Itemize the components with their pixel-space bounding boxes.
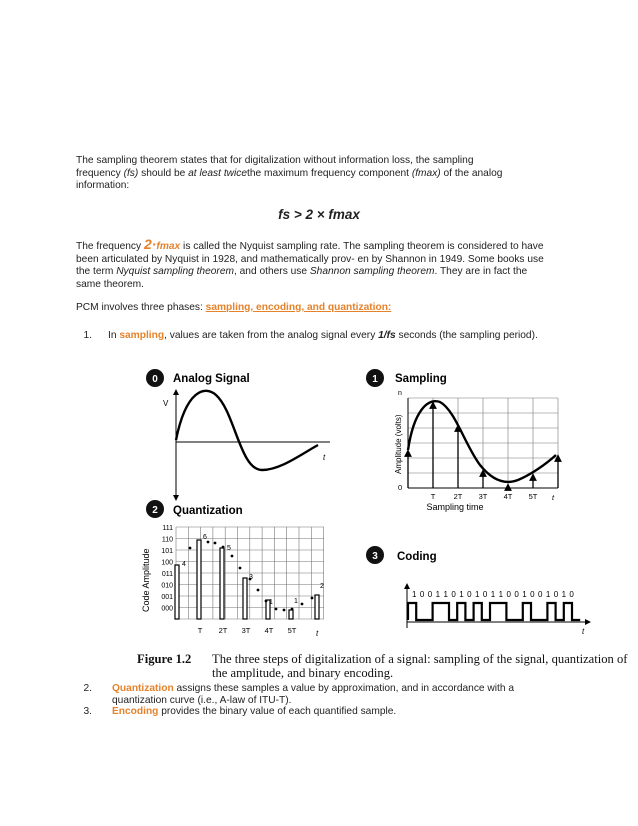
svg-text:Coding: Coding	[397, 551, 437, 563]
quant-bar	[289, 610, 293, 619]
svg-text:1: 1	[372, 374, 378, 385]
svg-text:Amplitude (volts): Amplitude (volts)	[394, 414, 403, 474]
svg-text:1 0 0 1 1 0 1 0 1 0 1 1 0 0 1: 1 0 0 1 1 0 1 0 1 0 1 1 0 0 1 0 0 1 0 1 0	[412, 590, 575, 599]
pcm-line: PCM involves three phases: sampling, encoding, and quantization:	[76, 302, 392, 313]
tick-label: 4T	[503, 492, 513, 501]
quant-mark: 2	[320, 583, 324, 590]
analog-wave	[176, 391, 318, 470]
quant-dot	[239, 567, 242, 570]
code-label: 100	[161, 559, 173, 567]
quant-dot	[275, 608, 278, 611]
code-label: 111	[162, 525, 173, 532]
tick-label: 5T	[528, 492, 538, 501]
svg-text:2: 2	[152, 505, 158, 516]
quant-dot	[283, 609, 286, 612]
tick-label: 2T	[453, 492, 463, 501]
nyquist-formula: fs > 2 × fmax	[278, 207, 360, 222]
quant-dot	[311, 597, 314, 600]
quant-mark: 6	[203, 534, 207, 541]
tick-label: 2T	[218, 626, 228, 635]
figure-digitalization	[0, 358, 638, 658]
svg-text:t: t	[552, 493, 555, 502]
svg-text:Sampling: Sampling	[395, 373, 447, 385]
quant-mark: 1	[269, 599, 273, 606]
quant-dot	[257, 589, 260, 592]
nyquist-paragraph	[76, 238, 556, 291]
quant-bar	[175, 565, 179, 619]
intro-line-3: information:	[76, 180, 130, 192]
panel-coding	[366, 546, 588, 636]
svg-text:Code Amplitude: Code Amplitude	[141, 548, 151, 612]
quant-bar	[220, 548, 224, 619]
svg-text:t: t	[582, 627, 585, 636]
svg-text:3: 3	[372, 551, 378, 562]
pcm-phases-link: sampling, encoding, and quantization:	[205, 302, 392, 313]
quant-dot	[189, 547, 192, 550]
svg-text:V: V	[163, 399, 169, 408]
quant-dot	[291, 608, 294, 611]
code-label: 101	[161, 548, 173, 555]
quant-dot	[231, 555, 234, 558]
tick-label: T	[430, 492, 436, 501]
quant-mark: 5	[227, 545, 231, 552]
tick-label: 5T	[287, 626, 297, 635]
intro-paragraph	[76, 155, 556, 193]
panel-quantization	[141, 500, 324, 638]
code-label: 001	[161, 594, 173, 601]
quant-dot	[222, 546, 225, 549]
quant-mark: 4	[182, 561, 186, 568]
tick-label: 3T	[241, 626, 251, 635]
tick-label: 4T	[264, 626, 274, 635]
quant-mark: 1	[294, 598, 298, 605]
svg-text:n: n	[398, 390, 402, 397]
code-label: 011	[161, 571, 173, 578]
intro-line-2: frequency (fs) should be at least twicethe maximum frequency component (fmax) of the analog	[76, 167, 503, 179]
quant-dot	[265, 600, 268, 603]
nyquist-line-4: same theorem.	[76, 278, 144, 290]
code-label: 000	[161, 605, 173, 613]
intro-line-1: The sampling theorem states that for digitalization without information loss, the sampling	[76, 155, 474, 166]
digital-signal	[408, 603, 580, 620]
tick-label: 3T	[478, 492, 488, 501]
quant-bar	[197, 540, 201, 619]
svg-text:t: t	[316, 629, 319, 638]
quant-dot	[207, 541, 210, 544]
panel-sampling	[366, 369, 558, 512]
nyquist-line-3: the term Nyquist sampling theorem, and others use Shannon sampling theorem. They are in fact the	[76, 266, 528, 278]
svg-text:Analog Signal: Analog Signal	[173, 373, 250, 385]
quant-mark: 3	[249, 574, 253, 581]
quant-bar	[243, 578, 247, 619]
code-label: 010	[161, 582, 173, 590]
svg-text:Quantization: Quantization	[173, 505, 243, 517]
nyquist-line-2: been articulated by Nyquist in 1928, and mathematically prov- en by Shannon in 1949. Some books use	[76, 253, 544, 265]
quant-dot	[214, 542, 217, 545]
tick-label: T	[197, 626, 203, 635]
nyquist-line-1: The frequency 2·fmax is called the Nyquist sampling rate. The sampling theorem is considered to have	[76, 236, 544, 252]
svg-text:0: 0	[398, 483, 403, 492]
svg-text:t: t	[323, 453, 326, 462]
quant-dot	[301, 603, 304, 606]
quant-bar	[315, 595, 319, 619]
code-label: 110	[161, 536, 173, 544]
svg-text:Sampling time: Sampling time	[426, 502, 484, 512]
panel-analog-signal	[146, 369, 330, 498]
svg-text:0: 0	[152, 374, 158, 385]
sampled-wave	[408, 401, 556, 482]
